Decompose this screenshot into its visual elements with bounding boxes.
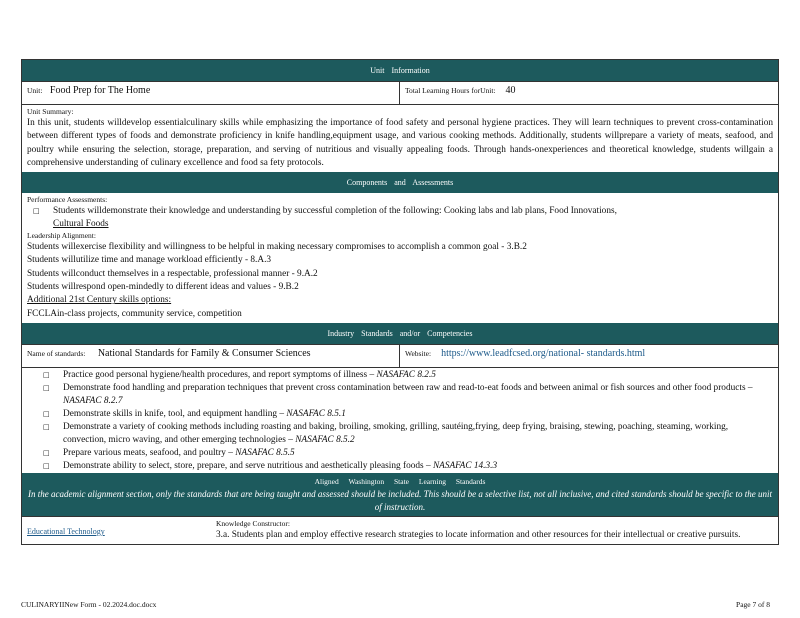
aligned-standards-note: In the academic alignment section, only the standards that are being taught and assessed should be included. This should be a selective list, not all inclusive, and cited standards should be specific to the unit of instruction. — [28, 488, 772, 512]
bullet-icon: □ — [43, 383, 50, 392]
unit-label: Unit: — [27, 86, 43, 95]
unit-information-header: Unit Information — [22, 60, 778, 81]
standard-code: NASAFAC 8.5.5 — [235, 447, 295, 458]
website-cell — [400, 345, 778, 367]
educational-technology-label-cell — [22, 517, 212, 544]
standard-item — [25, 447, 773, 460]
standard-code: NASAFAC 8.2.5 — [376, 369, 436, 380]
standard-text: Demonstrate a variety of cooking methods including roasting and baking, broiling, smoking, grilling, sautéing,frying, deep frying, braising, stewing, poaching, steaming, working, convection, micro waving, and other emerging technologies – — [63, 421, 729, 445]
standard-item — [25, 460, 773, 473]
performance-link[interactable]: Cultural Foods — [53, 219, 109, 230]
standard-code: NASAFAC 14.3.3 — [432, 460, 498, 471]
standard-item — [25, 382, 773, 408]
unit-value: Food Prep for The Home — [49, 85, 151, 96]
footer-page-number: Page 7 of 8 — [736, 600, 770, 609]
standards-name-label: Name of standards: — [27, 348, 86, 358]
hours-value: 40 — [505, 85, 516, 96]
educational-technology-row — [22, 516, 778, 544]
standards-name-cell — [22, 345, 400, 367]
standard-item — [25, 421, 773, 447]
educational-technology-content — [212, 517, 778, 544]
standard-text: Demonstrate skills in knife, tool, and equipment handling – — [63, 408, 287, 419]
leadership-item: Students willexercise flexibility and willingness to be helpful in making necessary compromises to accomplish a common goal - 3.B.2 — [27, 242, 527, 253]
century-skills-label: Additional 21st Century skills options: — [27, 295, 172, 306]
century-skills-text: FCCLAin-class projects, community service, competition — [27, 308, 242, 319]
unit-summary-text: In this unit, students willdevelop essentialculinary skills while emphasizing the importance of food safety and personal hygiene practices. They will learn techniques to prevent cross-contamination between different types of foods and demonstrate proficiency in knife handling,equipment usage, and various cooking methods. Additionally, students willprepare a variety of meats, seafood, and poultry while ensuring the selection, storage, preparation, and serving of nutritious and visually appealing foods. Through hands-onexperiences and theoretical knowledge, students willgain a comprehensive understanding of culinary excellence and food sa fety protocols. — [27, 118, 773, 168]
bullet-icon: □ — [43, 370, 50, 379]
aligned-standards-title: Aligned Washington State Learning Standards — [314, 476, 486, 486]
educational-technology-label[interactable]: Educational Technology — [27, 526, 105, 536]
bullet-icon: □ — [43, 448, 50, 457]
performance-label: Performance Assessments: — [27, 195, 108, 205]
knowledge-constructor-label: Knowledge Constructor: — [216, 518, 290, 528]
standard-text: Demonstrate food handling and preparation techniques that prevent cross contamination between raw and read-to-eat foods and between animal or fish sources and other food products – — [63, 382, 753, 393]
hours-label: Total Learning Hours forUnit: — [405, 86, 496, 95]
footer-filename: CULINARYIINew Form - 02.2024.doc.docx — [21, 600, 157, 609]
leadership-label: Leadership Alignment: — [27, 231, 96, 241]
unit-cell — [22, 82, 400, 104]
aligned-standards-header — [22, 473, 778, 516]
hours-cell — [400, 82, 778, 104]
leadership-item: Students willrespond open-mindedly to different ideas and values - 9.B.2 — [27, 282, 299, 293]
standard-text: Practice good personal hygiene/health procedures, and report symptoms of illness – — [63, 369, 377, 380]
components-header: Components and Assessments — [22, 172, 778, 193]
standard-code: NASAFAC 8.5.1 — [286, 408, 346, 419]
unit-row — [22, 81, 778, 105]
industry-standards-header: Industry Standards and/or Competencies — [22, 323, 778, 344]
curriculum-document — [21, 59, 779, 545]
bullet-icon: □ — [43, 422, 50, 431]
leadership-item: Students willconduct themselves in a respectable, professional manner - 9.A.2 — [27, 268, 318, 279]
bullet-icon: □ — [33, 207, 40, 216]
standard-text: Demonstrate ability to select, store, prepare, and serve nutritious and aesthetically pleasing foods – — [63, 460, 433, 471]
standard-item — [25, 369, 773, 382]
components-section — [22, 193, 778, 323]
website-link[interactable]: https://www.leadfcsed.org/national- standards.html — [441, 347, 646, 359]
standards-name-row — [22, 344, 778, 368]
standard-code: NASAFAC 8.2.7 — [63, 395, 123, 406]
leadership-item: Students willutilize time and manage workload efficiently - 8.A.3 — [27, 255, 272, 266]
performance-item — [27, 205, 773, 231]
unit-summary — [22, 105, 778, 172]
standard-item — [25, 408, 773, 421]
performance-text: Students willdemonstrate their knowledge and understanding by successful completion of the following: Cooking labs and lab plans, Food Innovations, — [53, 206, 617, 217]
website-label: Website: — [405, 348, 432, 358]
standard-code: NASAFAC 8.5.2 — [295, 434, 355, 445]
industry-standards-list — [22, 368, 778, 473]
bullet-icon: □ — [43, 409, 50, 418]
unit-summary-label: Unit Summary: — [27, 107, 74, 116]
bullet-icon: □ — [43, 461, 50, 470]
knowledge-constructor-text: 3.a. Students plan and employ effective research strategies to locate information and other resources for their intellectual or creative pursuits. — [216, 529, 741, 540]
standard-text: Prepare various meats, seafood, and poultry – — [63, 447, 236, 458]
standards-name-value: National Standards for Family & Consumer Sciences — [97, 347, 311, 359]
